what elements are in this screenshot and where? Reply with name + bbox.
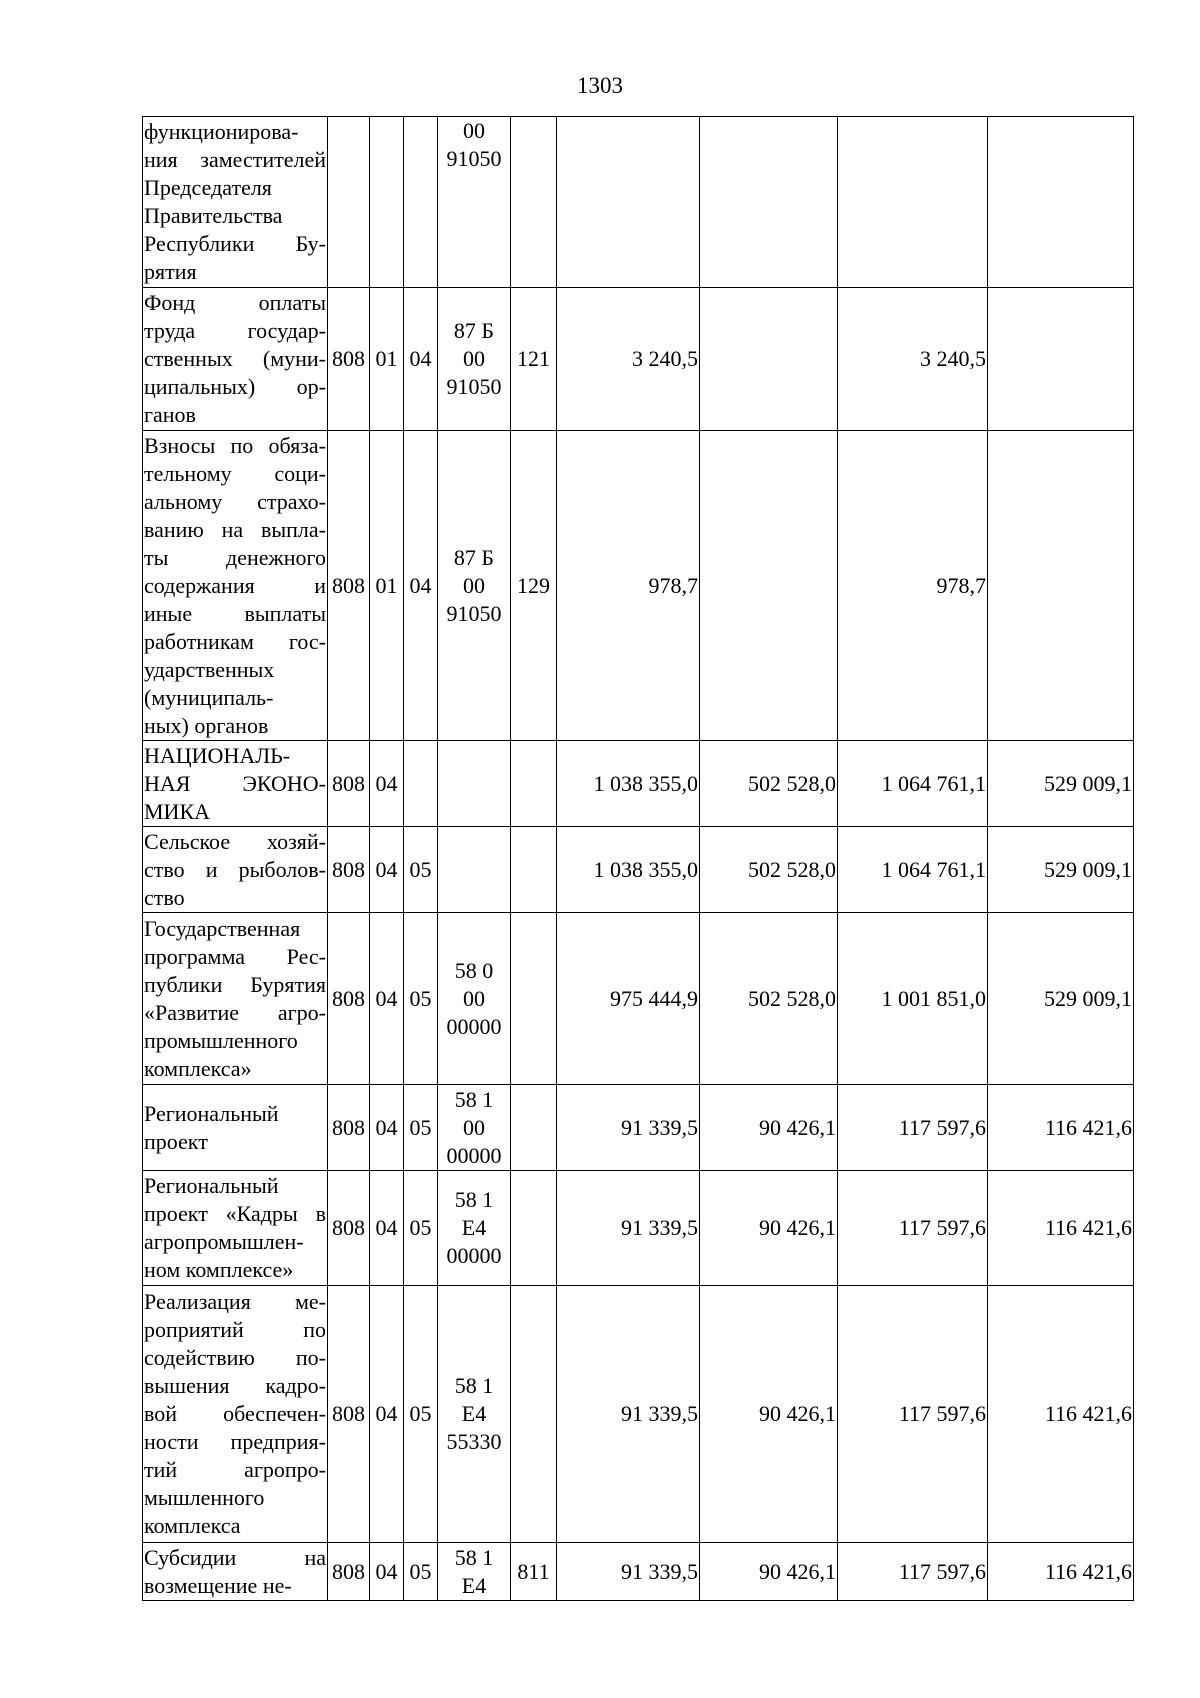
ministry-code-cell: 808 — [328, 913, 370, 1085]
ministry-code-cell: 808 — [328, 431, 370, 741]
row-name-line: ственных (муни- — [144, 346, 326, 371]
subsection-code-cell: 05 — [404, 827, 438, 913]
table-row — [143, 117, 1134, 288]
ministry-code-cell: 808 — [328, 1543, 370, 1601]
expense-type-cell: 121 — [511, 288, 557, 431]
amount-cell-4: 116 421,6 — [988, 1543, 1134, 1601]
row-name-line: Региональный — [144, 1173, 279, 1198]
table-row — [143, 288, 1134, 431]
row-name-line: альному страхо- — [144, 488, 326, 514]
target-article-line: 58 1 — [454, 1373, 494, 1398]
row-name-line: вышения кадро- — [144, 1373, 326, 1398]
row-name-line: функционирова- — [144, 119, 299, 144]
row-name-line: промышленного — [144, 1027, 298, 1053]
target-article-line: 87 Б — [453, 544, 495, 570]
amount-cell-1: 1 038 355,0 — [557, 827, 700, 913]
target-article-line: 00 — [463, 985, 485, 1011]
amount-cell-4: 529 009,1 — [988, 741, 1134, 827]
row-name-cell — [143, 1085, 328, 1171]
target-article-cell — [438, 827, 511, 913]
row-name-line: НАЯ ЭКОНО- — [144, 770, 326, 796]
subsection-code-cell: 05 — [404, 913, 438, 1085]
expense-type-cell — [511, 1085, 557, 1171]
row-name-line: возмещение не- — [144, 1572, 292, 1598]
row-name-line: тий агропро- — [144, 1457, 326, 1482]
target-article-cell — [438, 741, 511, 827]
section-code-cell: 04 — [370, 1171, 404, 1286]
amount-cell-3: 117 597,6 — [838, 1286, 988, 1543]
subsection-code-cell: 05 — [404, 1171, 438, 1286]
amount-cell-3: 117 597,6 — [838, 1171, 988, 1286]
target-article-line: 00 — [463, 118, 485, 143]
expense-type-cell — [511, 1171, 557, 1286]
amount-cell-2: 90 426,1 — [700, 1085, 838, 1171]
row-name-line: Фонд оплаты — [144, 290, 326, 315]
row-name-line: ванию на выпла- — [144, 516, 326, 542]
row-name-line: комплекса» — [144, 1055, 252, 1081]
expense-type-cell — [511, 741, 557, 827]
row-name-line: Взносы по обяза- — [144, 432, 326, 458]
row-name-line: ности предприя- — [144, 1429, 326, 1454]
target-article-line: Е4 — [461, 1215, 487, 1240]
amount-cell-4: 116 421,6 — [988, 1085, 1134, 1171]
expense-type-cell — [511, 117, 557, 288]
amount-cell-1: 3 240,5 — [557, 288, 700, 431]
subsection-code-cell — [404, 117, 438, 288]
amount-cell-1: 1 038 355,0 — [557, 741, 700, 827]
row-name-line: содержания и — [144, 572, 326, 598]
ministry-code-cell: 808 — [328, 1085, 370, 1171]
row-name-line: Субсидии на — [144, 1544, 326, 1570]
row-name-cell — [143, 913, 328, 1085]
subsection-code-cell — [404, 741, 438, 827]
target-article-cell — [438, 431, 511, 741]
amount-cell-2: 502 528,0 — [700, 741, 838, 827]
row-name-line: вой обеспечен- — [144, 1401, 326, 1426]
row-name-line: Региональный — [144, 1100, 279, 1126]
section-code-cell: 04 — [370, 827, 404, 913]
expense-type-cell — [511, 827, 557, 913]
row-name-line: тельному соци- — [144, 460, 326, 486]
section-code-cell — [370, 117, 404, 288]
target-article-line: 91050 — [446, 146, 502, 171]
row-name-line: Реализация ме- — [144, 1289, 326, 1314]
ministry-code-cell: 808 — [328, 741, 370, 827]
target-article-cell — [438, 1543, 511, 1601]
amount-cell-4 — [988, 117, 1134, 288]
amount-cell-3: 1 001 851,0 — [838, 913, 988, 1085]
target-article-cell — [438, 117, 511, 288]
target-article-line: 58 1 — [454, 1187, 494, 1212]
expense-type-cell: 811 — [511, 1543, 557, 1601]
table-row — [143, 1543, 1134, 1601]
row-name-cell — [143, 117, 328, 288]
target-article-line: 00000 — [446, 1013, 502, 1039]
amount-cell-3: 117 597,6 — [838, 1085, 988, 1171]
row-name-line: НАЦИОНАЛЬ- — [144, 742, 291, 768]
row-name-cell — [143, 288, 328, 431]
amount-cell-1: 91 339,5 — [557, 1543, 700, 1601]
row-name-cell — [143, 1286, 328, 1543]
ministry-code-cell — [328, 117, 370, 288]
amount-cell-3 — [838, 117, 988, 288]
section-code-cell: 01 — [370, 431, 404, 741]
amount-cell-2: 90 426,1 — [700, 1543, 838, 1601]
row-name-line: Государственная — [144, 915, 301, 941]
amount-cell-2: 502 528,0 — [700, 913, 838, 1085]
target-article-line: 00 — [463, 346, 485, 371]
amount-cell-4: 116 421,6 — [988, 1171, 1134, 1286]
row-name-line: рятия — [144, 259, 197, 284]
amount-cell-2: 502 528,0 — [700, 827, 838, 913]
amount-cell-4: 529 009,1 — [988, 913, 1134, 1085]
target-article-line: Е4 — [461, 1572, 487, 1598]
subsection-code-cell: 05 — [404, 1543, 438, 1601]
row-name-line: Правительства — [144, 203, 283, 228]
section-code-cell: 04 — [370, 1085, 404, 1171]
row-name-line: Республики Бу- — [144, 231, 326, 256]
row-name-line: ты денежного — [144, 544, 326, 570]
row-name-line: ципальных) ор- — [144, 374, 326, 399]
table-body — [143, 117, 1134, 1601]
amount-cell-2: 90 426,1 — [700, 1171, 838, 1286]
row-name-line: «Развитие агро- — [144, 999, 326, 1025]
row-name-line: ном комплексе» — [144, 1257, 294, 1282]
ministry-code-cell: 808 — [328, 1171, 370, 1286]
table-row — [143, 1085, 1134, 1171]
target-article-line: 00 — [463, 1114, 485, 1140]
row-name-cell — [143, 1171, 328, 1286]
ministry-code-cell: 808 — [328, 827, 370, 913]
expense-type-cell — [511, 913, 557, 1085]
row-name-line: ударственных — [144, 656, 275, 682]
amount-cell-2 — [700, 431, 838, 741]
table-row — [143, 1171, 1134, 1286]
table-row — [143, 1286, 1134, 1543]
amount-cell-1: 91 339,5 — [557, 1286, 700, 1543]
target-article-line: 91050 — [446, 600, 502, 626]
amount-cell-3: 3 240,5 — [838, 288, 988, 431]
row-name-line: программа Рес- — [144, 943, 326, 969]
amount-cell-1: 91 339,5 — [557, 1171, 700, 1286]
row-name-line: ганов — [144, 402, 196, 427]
subsection-code-cell: 04 — [404, 288, 438, 431]
target-article-line: Е4 — [461, 1401, 487, 1426]
section-code-cell: 04 — [370, 1543, 404, 1601]
target-article-line: 58 1 — [454, 1544, 494, 1570]
section-code-cell: 04 — [370, 1286, 404, 1543]
row-name-line: публики Бурятия — [144, 971, 326, 997]
target-article-line: 00000 — [446, 1142, 502, 1168]
section-code-cell: 04 — [370, 913, 404, 1085]
row-name-line: проект «Кадры в — [144, 1201, 326, 1226]
row-name-line: работникам гос- — [144, 628, 326, 654]
row-name-line: труда государ- — [144, 318, 326, 343]
table-row — [143, 741, 1134, 827]
amount-cell-2 — [700, 117, 838, 288]
target-article-line: 87 Б — [453, 318, 495, 343]
amount-cell-2: 90 426,1 — [700, 1286, 838, 1543]
row-name-line: агропромышлен- — [144, 1229, 304, 1254]
table-row — [143, 827, 1134, 913]
ministry-code-cell: 808 — [328, 288, 370, 431]
row-name-cell — [143, 741, 328, 827]
table-row — [143, 431, 1134, 741]
page-number: 1303 — [577, 73, 623, 98]
subsection-code-cell: 05 — [404, 1085, 438, 1171]
target-article-cell — [438, 1171, 511, 1286]
row-name-line: мышленного — [144, 1485, 265, 1510]
row-name-line: ных) органов — [144, 712, 269, 738]
subsection-code-cell: 04 — [404, 431, 438, 741]
row-name-line: содействию по- — [144, 1345, 326, 1370]
target-article-line: 91050 — [446, 374, 502, 399]
target-article-line: 55330 — [446, 1429, 502, 1454]
row-name-cell — [143, 431, 328, 741]
amount-cell-4 — [988, 431, 1134, 741]
amount-cell-1 — [557, 117, 700, 288]
row-name-line: иные выплаты — [144, 600, 326, 626]
amount-cell-4: 529 009,1 — [988, 827, 1134, 913]
amount-cell-1: 975 444,9 — [557, 913, 700, 1085]
amount-cell-2 — [700, 288, 838, 431]
row-name-line: Сельское хозяй- — [144, 828, 326, 854]
row-name-line: (муниципаль- — [144, 684, 274, 710]
target-article-cell — [438, 288, 511, 431]
row-name-line: проект — [144, 1128, 208, 1154]
table-row — [143, 913, 1134, 1085]
expense-type-cell — [511, 1286, 557, 1543]
row-name-line: комплекса — [144, 1513, 241, 1538]
target-article-cell — [438, 913, 511, 1085]
row-name-line: ния заместителей — [144, 147, 326, 172]
row-name-cell — [143, 1543, 328, 1601]
row-name-line: ство — [144, 884, 185, 910]
section-code-cell: 01 — [370, 288, 404, 431]
target-article-line: 58 1 — [454, 1086, 494, 1112]
amount-cell-3: 978,7 — [838, 431, 988, 741]
target-article-line: 58 0 — [454, 957, 494, 983]
amount-cell-4 — [988, 288, 1134, 431]
target-article-line: 00000 — [446, 1243, 502, 1268]
section-code-cell: 04 — [370, 741, 404, 827]
row-name-cell — [143, 827, 328, 913]
amount-cell-3: 117 597,6 — [838, 1543, 988, 1601]
row-name-line: ство и рыболов- — [144, 856, 326, 882]
target-article-line: 00 — [463, 572, 485, 598]
amount-cell-4: 116 421,6 — [988, 1286, 1134, 1543]
row-name-line: роприятий по — [144, 1317, 326, 1342]
expense-type-cell: 129 — [511, 431, 557, 741]
budget-table — [142, 116, 1134, 1601]
subsection-code-cell: 05 — [404, 1286, 438, 1543]
target-article-cell — [438, 1286, 511, 1543]
target-article-cell — [438, 1085, 511, 1171]
amount-cell-1: 978,7 — [557, 431, 700, 741]
amount-cell-1: 91 339,5 — [557, 1085, 700, 1171]
row-name-line: МИКА — [144, 798, 211, 824]
amount-cell-3: 1 064 761,1 — [838, 741, 988, 827]
row-name-line: Председателя — [144, 175, 272, 200]
ministry-code-cell: 808 — [328, 1286, 370, 1543]
amount-cell-3: 1 064 761,1 — [838, 827, 988, 913]
